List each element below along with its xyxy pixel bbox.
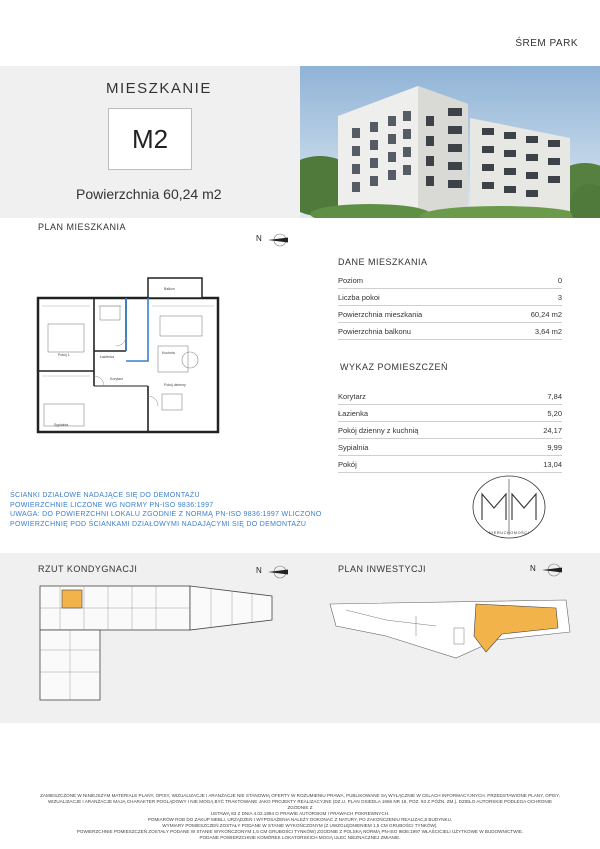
- room-row-value: 13,04: [543, 459, 562, 469]
- storey-plan-drawing: [36, 580, 280, 715]
- rooms-title: WYKAZ POMIESZCZEŃ: [340, 362, 449, 372]
- details-row: [338, 306, 562, 323]
- details-row-value: 3,64 m2: [534, 326, 562, 336]
- disclaimer-line: WIZUALIZACJE I ARANŻACJE MAJĄ CHARAKTER POGLĄDOWY I NIE MOGĄ BYĆ TRAKTOWANE JAKO PROJEKTY REALIZACYJNE (DZ.U. PLAN OSIEDLA 1966 NR 16, POZ. 93 Z PÓŹN. ZM.). DZIEŁO AUTORSKIE PODLEGA OCHRONIE ZGODNIE Z: [47, 799, 553, 810]
- details-row-label: Liczba pokoi: [338, 292, 380, 302]
- investment-compass-letter: N: [530, 564, 536, 573]
- room-row: [338, 439, 562, 456]
- legal-disclaimer: [40, 793, 560, 841]
- room-row-label: Sypialnia: [338, 442, 369, 452]
- rooms-table: [338, 388, 562, 473]
- disclaimer-line: USTAWĄ 83 Z DNIA 4.02.1994 O PRAWIE AUTORSKIM I PRAWACH POKREWNYCH.: [210, 811, 390, 816]
- details-row-label: Poziom: [338, 275, 364, 285]
- details-row-value: 0: [557, 275, 562, 285]
- apartment-label: MIESZKANIE: [106, 80, 212, 97]
- building-rendering: [300, 66, 600, 218]
- svg-text:Kuchnia: Kuchnia: [162, 351, 175, 355]
- details-row: [338, 289, 562, 306]
- svg-text:Korytarz: Korytarz: [110, 377, 124, 381]
- room-row-label: Korytarz: [338, 391, 366, 401]
- plan-notes: [10, 491, 322, 529]
- details-row-label: Powierzchnia balkonu: [338, 326, 411, 336]
- note-line: UWAGA: DO POWIERZCHNI LOKALU ZGODNIE Z NORMĄ PN-ISO 9836:1997 WLICZONO: [10, 511, 322, 518]
- apartment-code-box: [108, 108, 192, 170]
- room-row: [338, 422, 562, 439]
- floor-plan-title: RZUT KONDYGNACJI: [38, 564, 138, 574]
- apartment-code: M2: [131, 123, 169, 154]
- logo-caption: NIERUCHOMOŚCI: [488, 531, 530, 535]
- highlighted-unit: [62, 590, 82, 608]
- room-row: [338, 388, 562, 405]
- brand-name: ŚREM PARK: [515, 38, 578, 49]
- site-plan-drawing: [326, 596, 578, 671]
- investment-plan-title: PLAN INWESTYCJI: [338, 564, 427, 574]
- svg-text:Sypialnia: Sypialnia: [54, 423, 69, 427]
- note-line: POWIERZCHNIE LICZONE WG NORMY PN-ISO 9836:1997: [10, 501, 214, 509]
- details-table: [338, 272, 562, 340]
- svg-text:Łazienka: Łazienka: [100, 355, 115, 359]
- plan-section-title: PLAN MIESZKANIA: [38, 222, 127, 232]
- svg-text:Balkon: Balkon: [164, 287, 175, 291]
- apartment-floor-plan: [30, 276, 240, 451]
- room-row: [338, 405, 562, 422]
- details-row: [338, 323, 562, 340]
- room-row-label: Pokój dzienny z kuchnią: [338, 425, 419, 435]
- room-row-value: 24,17: [543, 425, 562, 435]
- disclaimer-line: ZAMIESZCZONE W NINIEJSZYM MATERIALE PLANY, OPISY, WIZUALIZACJE I ARANŻACJE NIE STANOWIĄ OFERTY W ROZUMIENIU PRAWA, PUBLIKOWANE SĄ WYŁĄCZNIE W CELACH INFORMACYJNYCH. PRZEDSTAWIONE PLANY, OPISY,: [40, 793, 560, 798]
- disclaimer-line: PODANE POWIERZCHNIE KOMÓREK LOKATORSKICH MOGĄ ULEC NIEZNACZNEJ ZMIANIE.: [199, 835, 401, 840]
- note-line: POWIERZCHNIĘ POD ŚCIANKAMI DZIAŁOWYMI NADAJĄCYMI SIĘ DO DEMONTAŻU: [10, 520, 307, 528]
- details-row-value: 60,24 m2: [530, 309, 562, 319]
- details-title: DANE MIESZKANIA: [338, 257, 428, 267]
- room-row-value: 5,20: [547, 408, 562, 418]
- floor-compass-letter: N: [256, 566, 262, 575]
- plan-compass-letter: N: [256, 234, 262, 243]
- room-row-label: Pokój: [338, 459, 357, 469]
- svg-text:Pokój 1: Pokój 1: [58, 353, 70, 357]
- svg-text:Pokój dzienny: Pokój dzienny: [164, 383, 186, 387]
- investment-building: [474, 604, 558, 652]
- room-row-value: 7,84: [547, 391, 562, 401]
- details-row-value: 3: [557, 292, 562, 302]
- disclaimer-line: POWIERZCHNIE POMIESZCZEŃ ZOSTAŁY PODANE W STANIE WYKOŃCZONYM 1,5 CM GRUBOŚCI TYNKÓW) ZGODNIE Z POLSKĄ NORMĄ PN-ISO 9836:1997 WŁAŚCICIELI UŻYTKOWE W BUDOWNICTWIE.: [76, 829, 524, 834]
- disclaimer-line: WYMIARY POMIESZCZEŃ ZOSTAŁY PODANE W STANIE WYKOŃCZONYM (Z UWZGLĘDNIENIEM 1,5 CM GRUBOŚCI TYNKÓW).: [162, 823, 438, 828]
- details-row: [338, 272, 562, 289]
- note-line: ŚCIANKI DZIAŁOWE NADAJĄCE SIĘ DO DEMONTAŻU: [10, 492, 200, 499]
- apartment-area: Powierzchnia 60,24 m2: [76, 186, 222, 202]
- room-row-label: Łazienka: [338, 408, 369, 418]
- room-row-value: 9,99: [547, 442, 562, 452]
- room-row: [338, 456, 562, 473]
- details-row-label: Powierzchnia mieszkania: [338, 309, 423, 319]
- disclaimer-line: POMIARÓW ROB DO ZAKUP MEBLI, URZĄDZEŃ I WYPOSAŻENIA NALEŻY DOKONAĆ Z NATURY, PO ZAKOŃCZENIU REALIZACJI BUDYNKU.: [147, 817, 453, 822]
